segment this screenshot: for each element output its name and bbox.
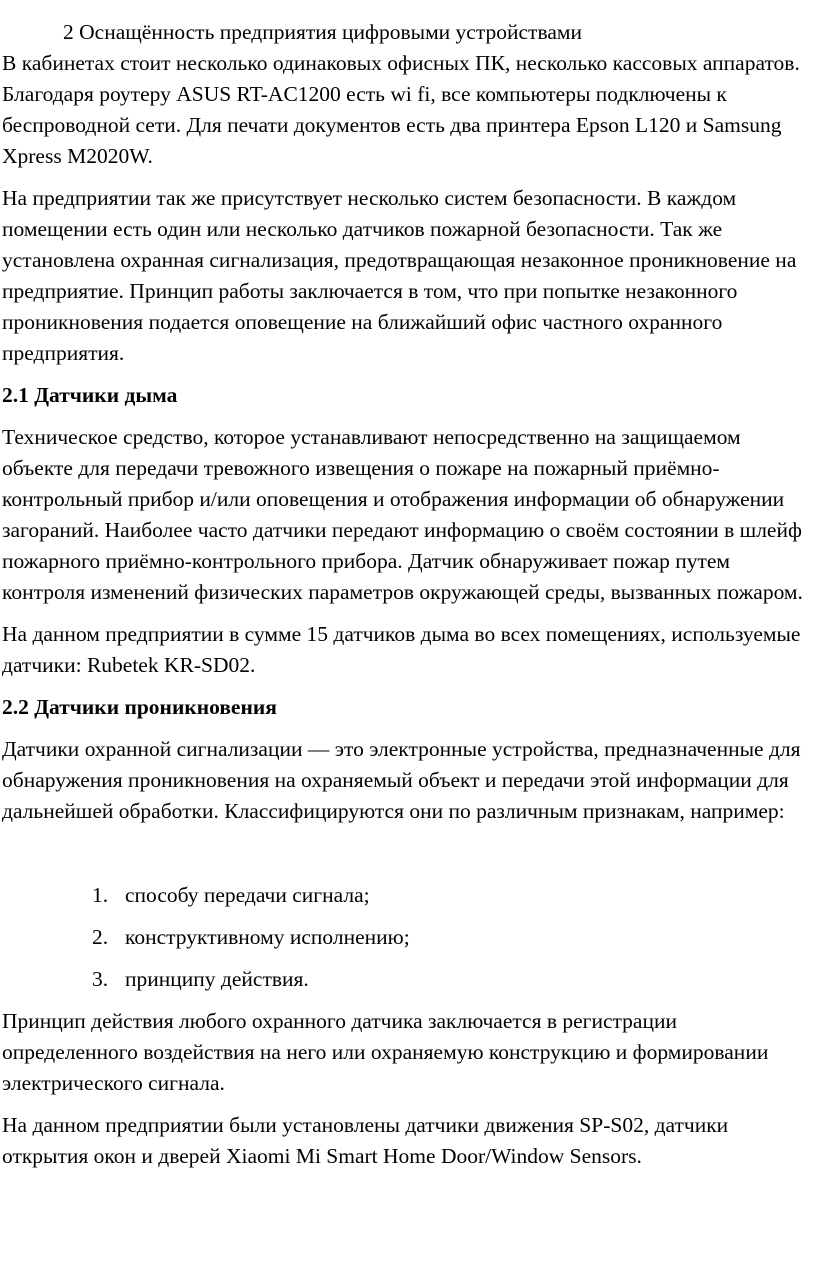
paragraph-smoke-count: На данном предприятии в сумме 15 датчиков дыма во всех помещениях, используемые датчики: Rubetek KR-SD02. — [2, 622, 801, 677]
classification-list — [2, 880, 814, 995]
blank-line — [2, 838, 814, 880]
heading-intrusion-sensors: 2.2 Датчики проникновения — [2, 695, 277, 719]
paragraph-security-systems: На предприятии так же присутствует несколько систем безопасности. В каждом помещении есть один или несколько датчиков пожарной безопасности. Так же установлена охранная сигнализация, предотвращающая незаконное проникновение на предприятие. Принцип работы заключается в том, что при попытке незаконного проникновения подается оповещение на ближайший офис частного охранного предприятия. — [2, 186, 797, 365]
list-item — [2, 964, 814, 995]
list-item-number: 3. — [92, 967, 109, 991]
paragraph-installed-sensors: На данном предприятии были установлены датчики движения SP-S02, датчики открытия окон и дверей Xiaomi Mi Smart Home Door/Window Sensors. — [2, 1113, 729, 1168]
section-title: 2 Оснащённость предприятия цифровыми устройствами — [63, 20, 582, 44]
paragraph-equipment: В кабинетах стоит несколько одинаковых офисных ПК, несколько кассовых аппаратов. Благодаря роутеру ASUS RT-AC1200 есть wi fi, все компьютеры подключены к беспроводной сети. Для печати документов есть два принтера Epson L120 и Samsung Xpress M2020W. — [2, 51, 800, 168]
list-item-text: способу передачи сигнала; — [125, 883, 370, 907]
list-item-number: 2. — [92, 925, 109, 949]
document-page — [0, 17, 816, 1183]
list-item-text: принципу действия. — [125, 967, 309, 991]
list-item — [2, 880, 814, 911]
paragraph-smoke-definition: Техническое средство, которое устанавливают непосредственно на защищаемом объекте для передачи тревожного извещения о пожаре на пожарный приёмно-контрольный прибор и/или оповещения и отображения информации об обнаружении загораний. Наиболее часто датчики передают информацию о своём состоянии в шлейф пожарного приёмно-контрольного прибора. Датчик обнаруживает пожар путем контроля изменений физических параметров окружающей среды, вызванных пожаром. — [2, 425, 803, 604]
list-item-number: 1. — [92, 883, 109, 907]
heading-smoke-sensors: 2.1 Датчики дыма — [2, 383, 178, 407]
paragraph-intrusion-intro: Датчики охранной сигнализации — это электронные устройства, предназначенные для обнаружения проникновения на охраняемый объект и передачи этой информации для дальнейшей обработки. Классифицируются они по различным признакам, например: — [2, 737, 801, 823]
list-item — [2, 922, 814, 953]
paragraph-operating-principle: Принцип действия любого охранного датчика заключается в регистрации определенного воздействия на него или охраняемую конструкцию и формировании электрического сигнала. — [2, 1009, 769, 1095]
list-item-text: конструктивному исполнению; — [125, 925, 410, 949]
